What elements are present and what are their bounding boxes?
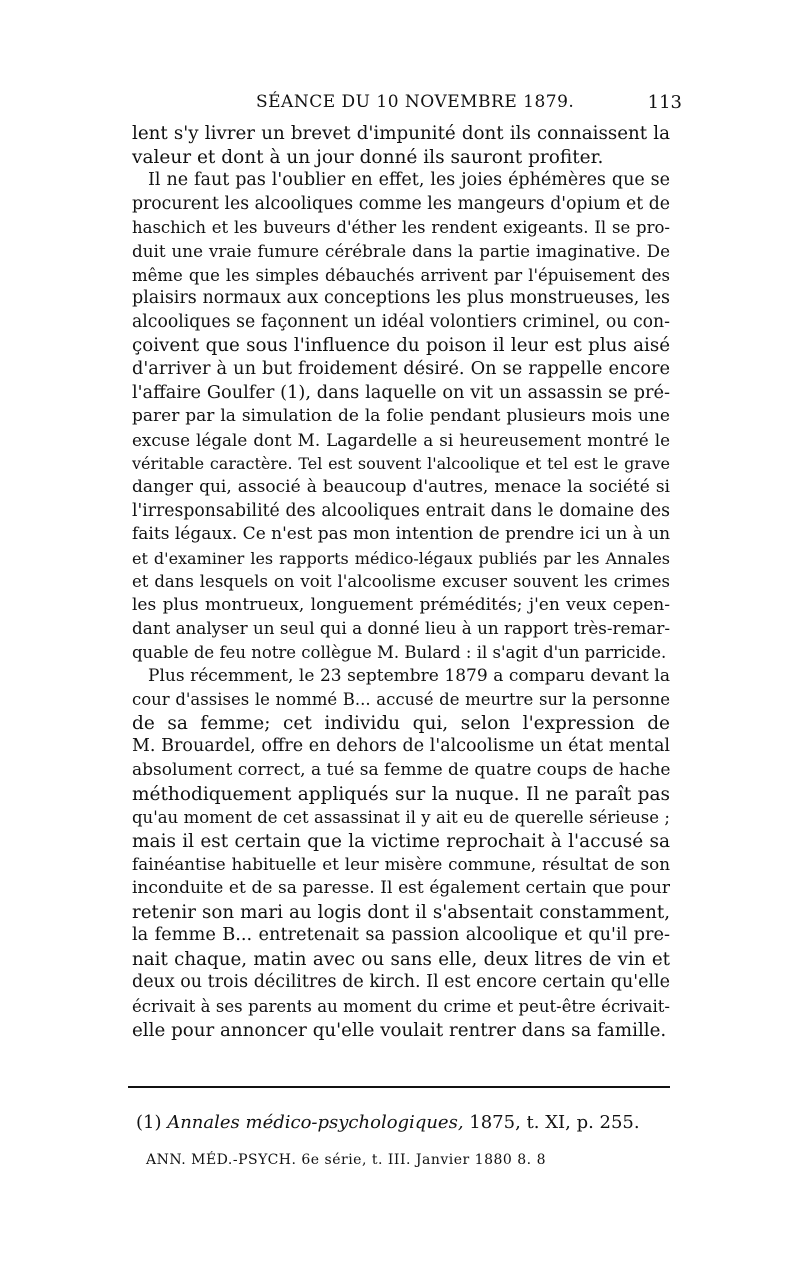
text-line: l'irresponsabilité des alcooliques entrait dans le domaine des [132, 500, 670, 521]
text-line: çoivent que sous l'influence du poison il leur est plus aisé [132, 335, 670, 357]
text-line: valeur et dont à un jour donné ils sauront profiter. [132, 146, 604, 168]
text-line: la femme B... entretenait sa passion alcoolique et qu'il pre- [132, 925, 670, 946]
text-line: mais il est certain que la victime reprochait à l'accusé sa [132, 830, 670, 852]
text-line: plaisirs normaux aux conceptions les plus monstrueuses, les [132, 288, 670, 309]
footnote-reference: 1875, t. XI, p. 255. [463, 1112, 640, 1133]
text-line: parer par la simulation de la folie pendant plusieurs mois une [132, 406, 670, 427]
text-line: cour d'assises le nommé B... accusé de meurtre sur la personne [132, 690, 670, 710]
text-line: excuse légale dont M. Lagardelle a si heureusement montré le [132, 429, 670, 450]
footnote-marker: (1) [136, 1112, 168, 1133]
page-number: 113 [647, 92, 682, 113]
page-header [0, 92, 800, 118]
text-line: deux ou trois décilitres de kirch. Il est encore certain qu'elle [132, 972, 670, 993]
footnote-journal: Annales médico-psychologiques, [167, 1112, 464, 1133]
text-line: absolument correct, a tué sa femme de quatre coups de hache [132, 760, 671, 781]
text-line: haschich et les buveurs d'éther les rendent exigeants. Il se pro- [132, 218, 670, 238]
text-line: duit une vraie fumure cérébrale dans la partie imaginative. De [132, 240, 670, 261]
running-head: SÉANCE DU 10 NOVEMBRE 1879. [256, 92, 575, 112]
text-line: l'affaire Goulfer (1), dans laquelle on vit un assassin se pré- [132, 382, 670, 403]
text-line: méthodiquement appliqués sur la nuque. Il ne paraît pas [132, 783, 670, 805]
text-line: danger qui, associé à beaucoup d'autres, menace la société si [132, 476, 670, 497]
text-line: alcooliques se façonnent un idéal volontiers criminel, ou con- [132, 311, 670, 332]
text-line: et dans lesquels on voit l'alcoolisme excuser souvent les crimes [132, 572, 670, 592]
text-line: écrivait à ses parents au moment du crime et peut-être écrivait- [132, 996, 670, 1016]
footnote [136, 1112, 640, 1133]
text-line: dant analyser un seul qui a donné lieu à un rapport très-remar- [132, 618, 670, 639]
text-line: de sa femme; cet individu qui, selon l'expression de [132, 712, 670, 734]
text-line: inconduite et de sa paresse. Il est également certain que pour [132, 878, 670, 898]
text-line: Plus récemment, le 23 septembre 1879 a comparu devant la [148, 665, 670, 686]
text-line: nait chaque, matin avec ou sans elle, deux litres de vin et [132, 948, 670, 970]
text-line: fainéantise habituelle et leur misère commune, résultat de son [132, 854, 670, 875]
text-line: M. Brouardel, offre en dehors de l'alcoolisme un état mental [132, 736, 670, 757]
text-line: véritable caractère. Tel est souvent l'alcoolique et tel est le grave [132, 454, 670, 474]
text-line: d'arriver à un but froidement désiré. On se rappelle encore [132, 358, 670, 379]
text-line: quable de feu notre collègue M. Bulard : il s'agit d'un parricide. [132, 643, 667, 663]
text-line: qu'au moment de cet assassinat il y ait eu de querelle sérieuse ; [132, 808, 670, 828]
text-line: elle pour annoncer qu'elle voulait rentrer dans sa famille. [132, 1019, 667, 1041]
text-line: les plus montrueux, longuement prémédités; j'en veux cepen- [132, 594, 670, 615]
text-line: procurent les alcooliques comme les mangeurs d'opium et de [132, 193, 670, 214]
text-line: faits légaux. Ce n'est pas mon intention de prendre ici un à un [132, 524, 671, 545]
printer-signature: ANN. MÉD.-PSYCH. 6e série, t. III. Janvier 1880 8. 8 [146, 1152, 546, 1168]
footnote-rule [128, 1086, 670, 1088]
text-line: retenir son mari au logis dont il s'absentait constamment, [132, 901, 670, 923]
text-line: et d'examiner les rapports médico-légaux publiés par les Annales [132, 548, 670, 568]
text-line: lent s'y livrer un brevet d'impunité dont ils connaissent la [132, 123, 670, 144]
text-line: Il ne faut pas l'oublier en effet, les joies éphémères que se [148, 170, 670, 191]
body-text [132, 122, 670, 1042]
text-line: même que les simples débauchés arrivent par l'épuisement des [132, 265, 670, 285]
